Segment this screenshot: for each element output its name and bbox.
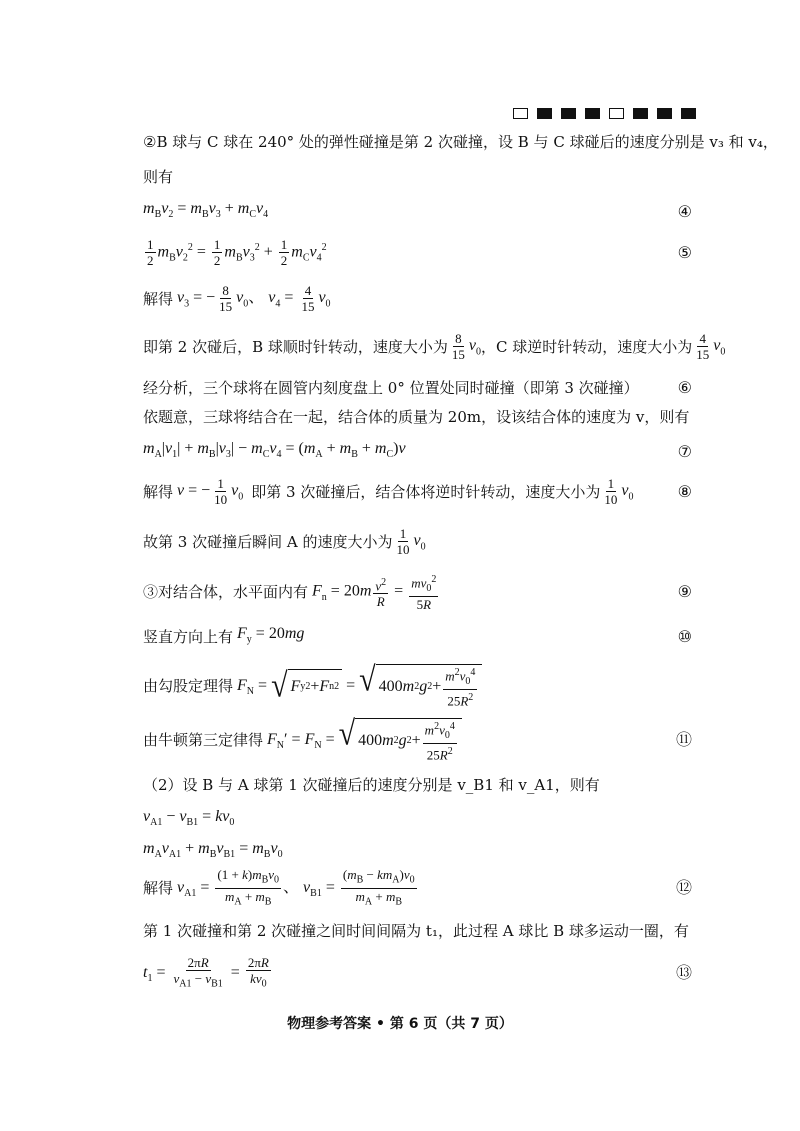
box-mark (657, 108, 672, 119)
page-footer: 物理参考答案 • 第 6 页（共 7 页） (287, 1016, 513, 1032)
text-line (143, 330, 726, 364)
equation-line (143, 475, 692, 509)
equation-number: ⑬ (675, 963, 692, 982)
text-line (143, 406, 692, 428)
text-line (143, 774, 692, 796)
paragraph-text: 竖直方向上有 (143, 628, 234, 647)
paragraph-text: 即第 2 次碰后，B 球顺时针转动，速度大小为 (143, 338, 448, 356)
equation-line (143, 660, 692, 709)
box-mark (585, 108, 600, 119)
box-mark (633, 108, 648, 119)
paragraph-text: 解得 (143, 879, 174, 897)
box-mark (681, 108, 696, 119)
equation: $F_N$ = √ F y 2 + F n 2 = √ 400 m 2 g 2 + $\frac{m^2v_0^4}{25R^2}$ (233, 664, 482, 708)
equation-line (143, 955, 692, 991)
paragraph-text: ，C 球逆时针转动，速度大小为 (480, 338, 693, 356)
equation-number: ⑨ (677, 582, 692, 601)
fraction-expr: $\frac{1}{10}$ $v_0$ (396, 525, 426, 557)
paragraph-text: ②B 球与 C 球在 240° 处的弹性碰撞是第 2 次碰撞，设 B 与 C 球碰后的速度分别是 v₃ 和 v₄， (143, 133, 778, 151)
box-mark (609, 108, 624, 119)
equation-line (143, 838, 692, 866)
equation-number: ⑧ (677, 482, 692, 501)
equation-number: ⑥ (677, 378, 692, 397)
equation: v = − $\frac{1}{10}$ $v_0$ (177, 475, 244, 507)
paragraph-text: 解得 (143, 290, 174, 308)
text-line (143, 131, 778, 153)
text-line (143, 920, 692, 942)
paragraph-text: ③对结合体，水平面内有 (143, 583, 309, 601)
paragraph-text: 即第 3 次碰撞后，结合体将逆时针转动，速度大小为 (251, 483, 601, 501)
equation: $m_Bv_2 = m_Bv_3 + m_Cv_4$ (143, 200, 269, 221)
paragraph-text: 经分析，三个球将在圆管内刻度盘上 0° 位置处同时碰撞（即第 3 次碰撞） (143, 379, 639, 397)
equation-line (143, 282, 692, 316)
equation-number: ⑤ (677, 243, 692, 262)
fraction-expr: $\frac{1}{10}$ $v_0$ (604, 475, 634, 507)
paragraph-text: （2）设 B 与 A 球第 1 次碰撞后的速度分别是 v_B1 和 v_A1，则有 (143, 776, 600, 794)
equation-line (143, 198, 692, 226)
equation: $v_3$ = − $\frac{8}{15}$ $v_0$、 $v_4$ = $\frac{4}{15}$ $v_0$ (177, 282, 331, 314)
paragraph-text: 解得 (143, 483, 174, 501)
equation: $\frac{1}{2}$ $m_Bv_2^2$ = $\frac{1}{2}$ $m_Bv_3^2$ + $\frac{1}{2}$ $m_Cv_4^2$ (147, 236, 327, 268)
equation: $m_A|v_1| + m_B|v_3| - m_Cv_4 = (m_A + m_B + m_C)v$ (143, 440, 406, 461)
text-line (143, 166, 692, 188)
equation: $v_{A1}$ = $\frac{(1 + k)m_Bv_0}{m_A + m_B}$ 、 $v_{B1}$ = $\frac{(m_B - km_A)v_0}{m_A + m_B}$ (177, 866, 415, 908)
paragraph-text: 依题意，三球将结合在一起，结合体的质量为 20m，设该结合体的速度为 v，则有 (143, 408, 690, 426)
equation-line (143, 714, 692, 763)
equation-line (143, 438, 692, 466)
paragraph-text: 则有 (143, 168, 174, 186)
fraction-expr: $\frac{4}{15}$ $v_0$ (696, 330, 726, 362)
box-mark (561, 108, 576, 119)
equation-line (143, 623, 692, 651)
equation: $v_{A1} - v_{B1} = kv_0$ (143, 808, 235, 829)
equation-line (143, 574, 692, 610)
equation-number: ④ (677, 202, 692, 222)
equation-line (143, 806, 692, 834)
text-line (143, 525, 692, 559)
fraction-expr: $\frac{8}{15}$ $v_0$ (451, 330, 481, 362)
paragraph-text: 由牛顿第三定律得 (143, 731, 264, 749)
equation-number: ⑩ (677, 627, 692, 647)
equation-line (143, 236, 692, 270)
paragraph-text: 故第 3 次碰撞后瞬间 A 的速度大小为 (143, 533, 393, 551)
equation: $t_1$ = $\frac{2\pi R}{v_{A1} - v_{B1}}$ = $\frac{2\pi R}{kv_0}$ (143, 954, 269, 990)
box-mark (537, 108, 552, 119)
equation-line (143, 866, 692, 908)
equation: $F_n = 20m$ $\frac{v^2}{R}$ = $\frac{mv_0^2}{5R}$ (312, 574, 437, 612)
text-line (143, 377, 692, 399)
equation: $F_y = 20mg$ (237, 625, 305, 646)
equation-number: ⑫ (675, 878, 692, 897)
paragraph-text: 第 1 次碰撞和第 2 次碰撞之间时间间隔为 t₁，此过程 A 球比 B 球多运动一圈，有 (143, 922, 689, 940)
equation: $F_N' = F_N$ = √ 400 m 2 g 2 + $\frac{m^2v_0^4}{25R^2}$ (263, 718, 462, 762)
box-mark (513, 108, 528, 119)
equation-number: ⑪ (675, 730, 692, 749)
equation-number: ⑦ (677, 442, 692, 462)
equation: $m_Av_{A1} + m_Bv_{B1} = m_Bv_0$ (143, 840, 283, 861)
header-box-marks (513, 108, 696, 119)
paragraph-text: 由勾股定理得 (143, 677, 234, 695)
